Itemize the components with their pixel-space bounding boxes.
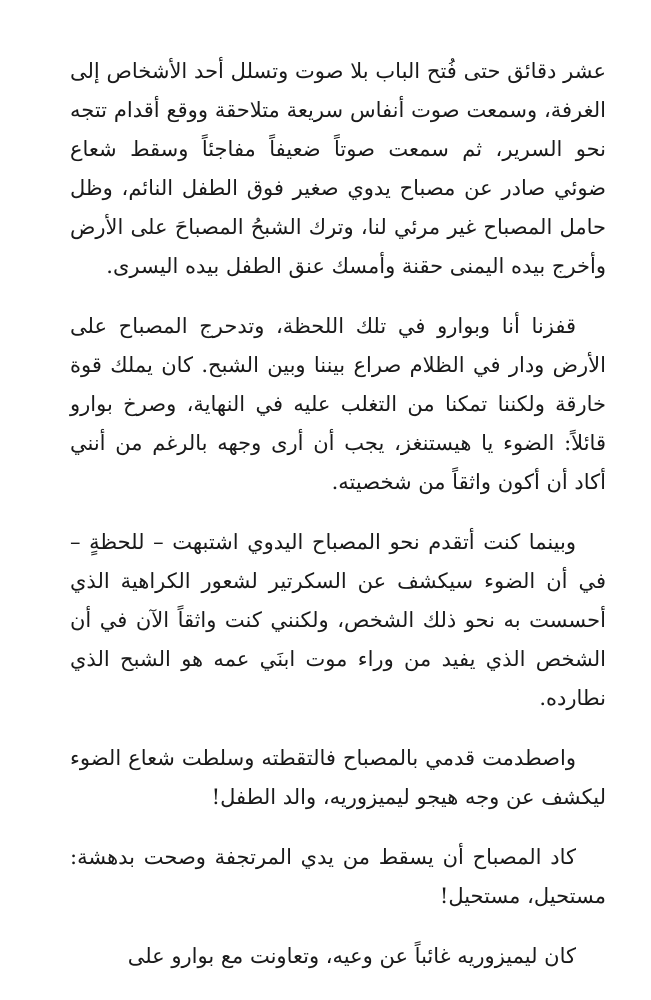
paragraph-shock: كاد المصباح أن يسقط من يدي المرتجفة وصحت بدهشة: مستحيل، مستحيل! xyxy=(70,845,606,908)
paragraph-struggle: قفزنا أنا وبوارو في تلك اللحظة، وتدحرج المصباح على الأرض ودار في الظلام صراع بيننا وبين الشبح. كان يملك قوة خارقة ولكننا تمكنا من التغلب عليه في النهاية، وصرخ بوارو قائلاً: الضوء يا هيستنغز، يجب أن أرى وجهه بالرغم من أنني أكاد أن أكون واثقاً من شخصيته. xyxy=(70,314,606,494)
paragraph-suspicion: وبينما كنت أتقدم نحو المصباح اليدوي اشتبهت – للحظةٍ – في أن الضوء سيكشف عن السكرتير لشعور الكراهية الذي أحسست به نحو ذلك الشخص، ولكنني كنت واثقاً الآن في أن الشخص الذي يفيد من وراء موت ابنَي عمه هو الشبح الذي نطارده. xyxy=(70,530,606,710)
book-page xyxy=(70,52,606,997)
paragraph-continuation: كان ليميزوريه غائباً عن وعيه، وتعاونت مع بوارو على xyxy=(127,944,576,968)
paragraph-reveal: واصطدمت قدمي بالمصباح فالتقطته وسلطت شعاع الضوء ليكشف عن وجه هيجو ليميزوريه، والد الطفل! xyxy=(70,746,606,809)
paragraph-intruder: عشر دقائق حتى فُتح الباب بلا صوت وتسلل أحد الأشخاص إلى الغرفة، وسمعت صوت أنفاس سريعة متلاحقة ووقع أقدام تتجه نحو السرير، ثم سمعت صوتاً ضعيفاً مفاجئاً وسقط شعاع ضوئي صادر عن مصباح يدوي صغير فوق الطفل النائم، وظل حامل المصباح غير مرئي لنا، وترك الشبحُ المصباحَ على الأرض وأخرج بيده اليمنى حقنة وأمسك عنق الطفل بيده اليسرى. xyxy=(70,59,606,278)
